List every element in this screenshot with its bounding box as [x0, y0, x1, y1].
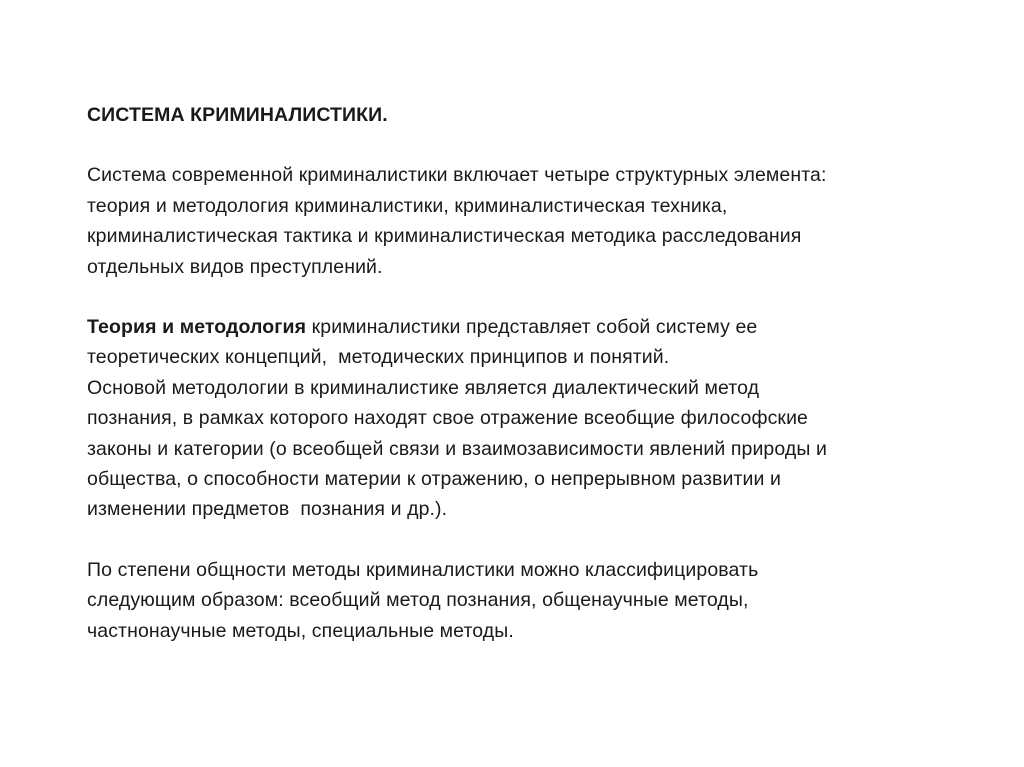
paragraph-line: Основой методологии в криминалистике является диалектический метод	[87, 376, 760, 399]
paragraph-line: теория и методология криминалистики, криминалистическая техника,	[87, 194, 728, 217]
paragraph-line: теоретических концепций, методических принципов и понятий.	[87, 346, 670, 369]
slide-title: СИСТЕМА КРИМИНАЛИСТИКИ.	[87, 104, 388, 126]
paragraph-line: законы и категории (о всеобщей связи и взаимозависимости явлений природы и	[87, 437, 828, 460]
paragraph-line: познания, в рамках которого находят свое отражение всеобщие философские	[87, 407, 809, 430]
paragraph-spacer	[87, 525, 987, 555]
paragraph-line: частнонаучные методы, специальные методы.	[87, 619, 514, 642]
paragraph-line: общества, о способности материи к отражению, о непрерывном развитии и	[87, 468, 781, 491]
paragraph-theory-methodology	[87, 312, 987, 525]
paragraph-line	[87, 312, 987, 342]
paragraph-line: следующим образом: всеобщий метод познания, общенаучные методы,	[87, 589, 749, 612]
paragraph-line: криминалистическая тактика и криминалистическая методика расследования	[87, 225, 802, 248]
paragraph-line: изменении предметов познания и др.).	[87, 498, 448, 521]
paragraph-method-classification	[87, 555, 987, 646]
paragraph-line: По степени общности методы криминалистики можно классифицировать	[87, 558, 759, 581]
bold-term: Теория и методология	[87, 316, 307, 339]
slide-content	[87, 100, 987, 646]
paragraph-spacer	[87, 282, 987, 312]
line-continuation: криминалистики представляет собой систему ее	[306, 316, 758, 339]
paragraph-line: отдельных видов преступлений.	[87, 255, 383, 278]
paragraph-system-elements	[87, 160, 987, 282]
paragraph-line: Система современной криминалистики включает четыре структурных элемента:	[87, 164, 827, 187]
